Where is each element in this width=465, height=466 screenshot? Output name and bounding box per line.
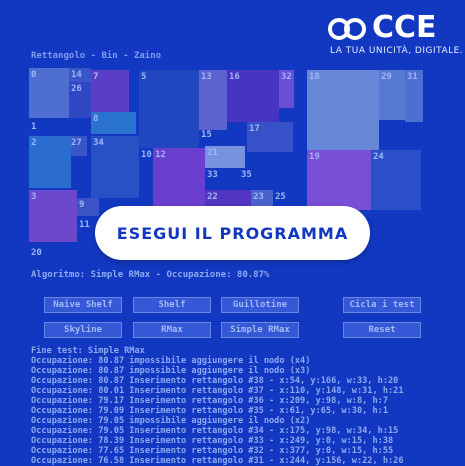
algorithm-status: Algoritmo: Simple RMax - Occupazione: 80.87% [31,270,270,280]
rect-label-2: 2 [31,138,37,148]
rect-18 [307,70,379,150]
rmax-button[interactable]: RMax [133,322,211,338]
rect-5 [139,70,199,148]
rect-label-11: 11 [79,220,90,230]
log-line: Fine test: Simple RMax [31,346,145,356]
rect-label-10: 10 [141,150,152,160]
rect-label-15: 15 [201,130,212,140]
log-line: Occupazione: 78.39 Inserimento rettangolo #33 - x:249, y:0, w:15, h:38 [31,436,394,446]
rect-label-14: 14 [71,70,82,80]
log-line: Occupazione: 77.65 Inserimento rettangolo #32 - x:377, y:0, w:15, h:55 [31,446,394,456]
rect-label-18: 18 [309,72,320,82]
simple-rmax-button[interactable]: Simple RMax [221,322,299,338]
cycle-tests-button[interactable]: Cicla i test [343,297,421,313]
log-line: Occupazione: 80.87 impossibile aggiungere il nodo (x4) [31,356,311,366]
log-line: Occupazione: 79.05 impossibile aggiungere il nodo (x2) [31,416,311,426]
log-line: Occupazione: 79.05 Inserimento rettangolo #34 - x:175, y:98, w:34, h:15 [31,426,399,436]
rect-label-3: 3 [31,192,37,202]
rect-label-12: 12 [155,150,166,160]
rect-label-32: 32 [281,72,292,82]
log-line: Occupazione: 79.17 Inserimento rettangolo #36 - x:209, y:98, w:8, h:7 [31,396,388,406]
rect-label-33: 33 [207,170,218,180]
rect-label-24: 24 [373,152,384,162]
rect-label-25: 25 [275,192,286,202]
rect-label-31: 31 [407,72,418,82]
log-line: Occupazione: 80.01 Inserimento rettangolo #37 - x:110, y:148, w:31, h:21 [31,386,404,396]
rect-label-9: 9 [79,200,85,210]
brand-tagline: LA TUA UNICITÀ, DIGITALE. [330,46,464,56]
shelf-button[interactable]: Shelf [133,297,211,313]
rect-label-34: 34 [93,138,104,148]
panel-title: Rettangolo - Bin - Zaino [31,51,162,61]
run-program-button[interactable]: ESEGUI IL PROGRAMMA [95,206,370,260]
rect-label-29: 29 [381,72,392,82]
rect-label-1: 1 [31,122,37,132]
rect-label-7: 7 [93,72,99,82]
rect-label-35: 35 [241,170,252,180]
log-line: Occupazione: 76.58 Inserimento rettangolo #31 - x:244, y:156, w:22, h:26 [31,456,404,466]
logo-ring-icon [344,18,366,40]
log-output [31,346,404,466]
rect-label-27: 27 [71,138,82,148]
rect-label-22: 22 [207,192,218,202]
brand-name: CCE [372,10,437,45]
rect-label-17: 17 [249,124,260,134]
rect-label-20: 20 [31,248,42,258]
rect-label-26: 26 [71,84,82,94]
log-line: Occupazione: 80.87 impossibile aggiungere il nodo (x3) [31,366,311,376]
log-line: Occupazione: 80.87 Inserimento rettangolo #38 - x:54, y:166, w:33, h:20 [31,376,399,386]
rect-label-16: 16 [229,72,240,82]
log-line: Occupazione: 79.09 Inserimento rettangolo #35 - x:61, y:65, w:30, h:1 [31,406,388,416]
rect-label-21: 21 [207,148,218,158]
rect-label-23: 23 [253,192,264,202]
rect-label-5: 5 [141,72,147,82]
rect-label-19: 19 [309,152,320,162]
rect-label-0: 0 [31,70,37,80]
rect-label-8: 8 [93,114,99,124]
brand-logo [326,8,464,60]
rect-label-13: 13 [201,72,212,82]
guillotine-button[interactable]: Guillotine [221,297,299,313]
reset-button[interactable]: Reset [343,322,421,338]
naive-shelf-button[interactable]: Naive Shelf [44,297,122,313]
skyline-button[interactable]: Skyline [44,322,122,338]
